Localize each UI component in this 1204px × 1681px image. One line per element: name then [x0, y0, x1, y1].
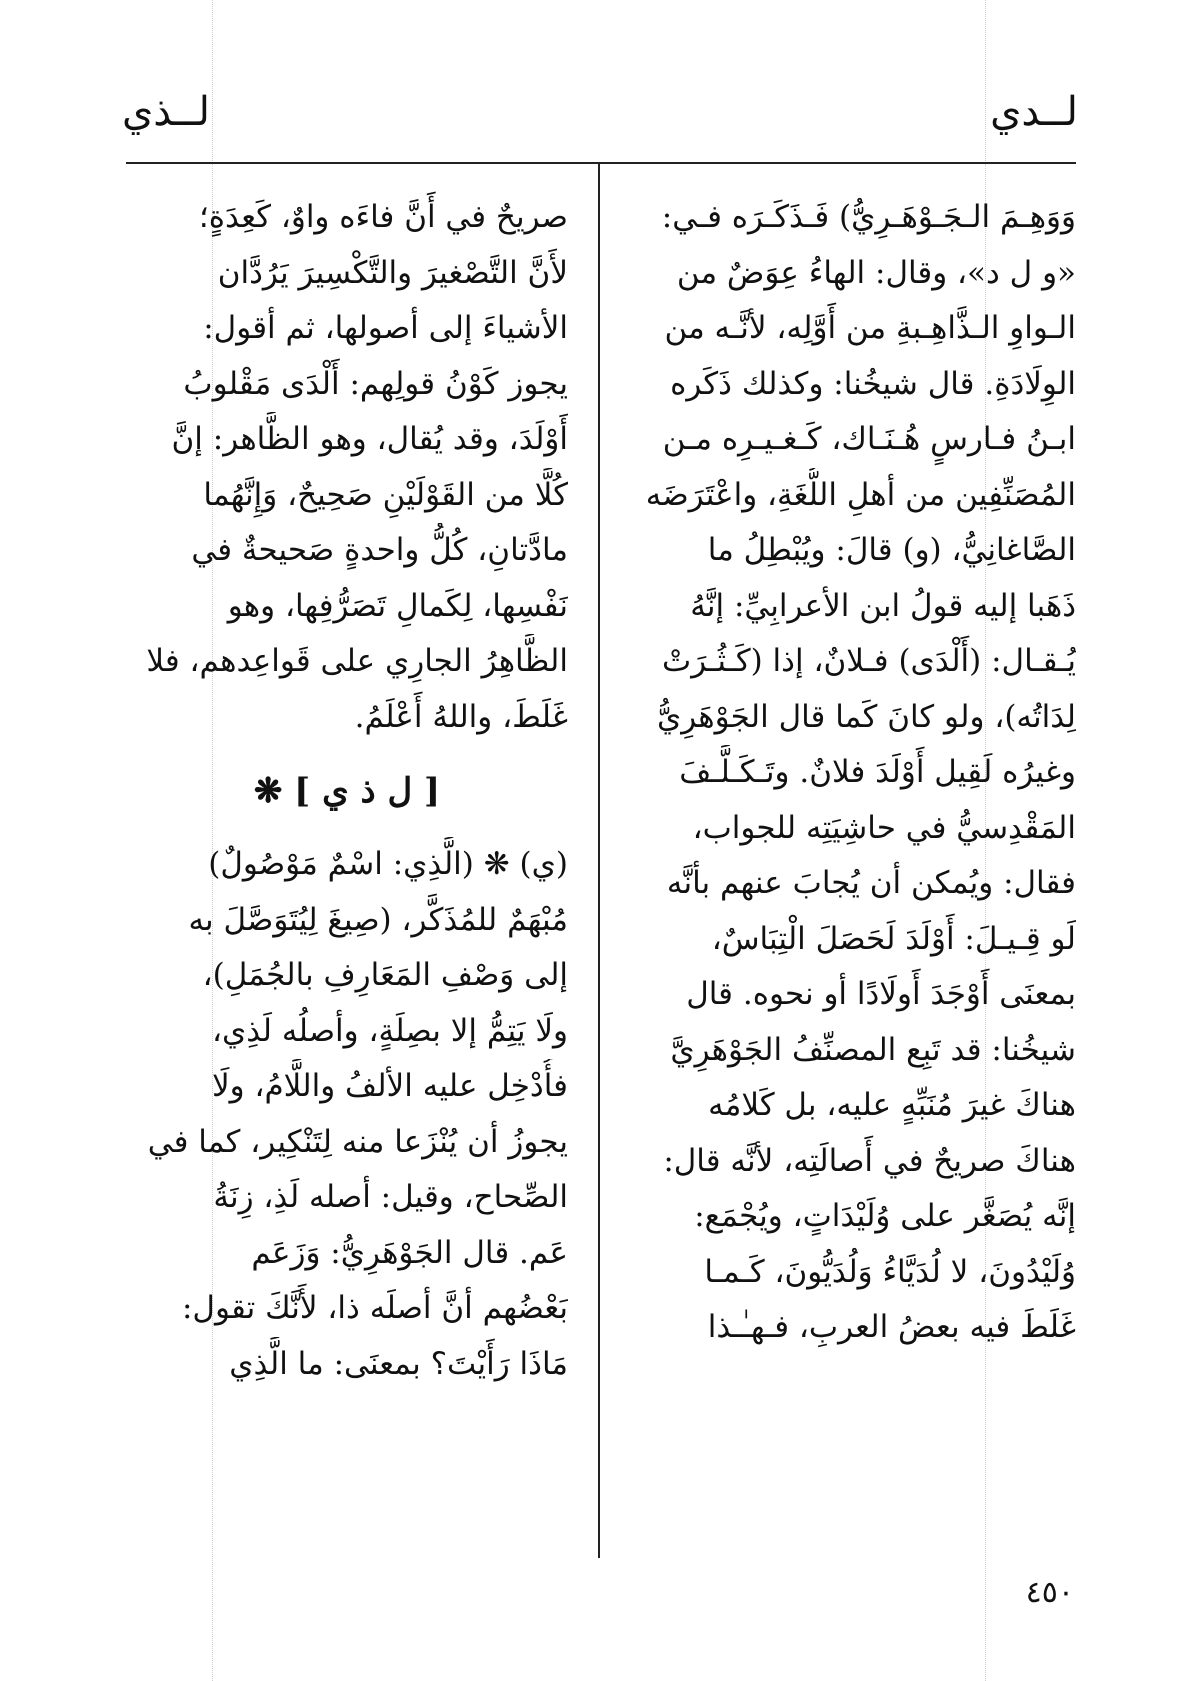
text-line: يجوزُ أن يُنْزَعا منه لِتَنْكِير، كما في: [147, 1123, 568, 1160]
running-head-right: لــدي: [990, 89, 1078, 135]
text-line: مادَّتانِ، كُلُّ واحدةٍ صَحيحةٌ في: [191, 532, 568, 568]
text-line: إلى وَصْفِ المَعَارِفِ بالجُمَلِ)،: [202, 957, 568, 993]
text-line: لَو قِـيـلَ: أَوْلَدَ لَحَصَلَ الْتِبَاسٌ،: [711, 920, 1076, 957]
text-line: فقال: ويُمكن أن يُجابَ عنهم بأنَّه: [666, 865, 1076, 901]
text-line: فأُدْخِل عليه الألفُ واللَّامُ، ولَا: [211, 1068, 568, 1104]
text-line: يجوز كَوْنُ قولِهم: أَلْدَى مَقْلوبُ: [183, 365, 568, 402]
text-line: المَقْدِسيُّ في حاشِيَتِه للجواب،: [692, 809, 1076, 846]
text-line: الظَّاهِرُ الجارِي على قَواعِدهم، فلا: [146, 643, 568, 679]
text-line: (ي) ❋ (الَّذِي: اسْمٌ مَوْصُولٌ): [208, 846, 568, 882]
text-line: الوِلَادَةِ. قال شيخُنا: وكذلك ذَكَره: [670, 365, 1076, 402]
header-rule: [126, 162, 1076, 164]
text-line: ذَهَبا إليه قولُ ابن الأعرابِيِّ: إنَّهُ: [690, 587, 1076, 624]
text-line: ابـنُ فـارسٍ هُـنَـاك، كَـغـيـرِه مـن: [662, 421, 1076, 457]
text-line: صريحٌ في أَنَّ فاءَه واوٌ، كَعِدَةٍ؛: [198, 199, 568, 235]
page-number: ٤٥٠: [1025, 1575, 1074, 1610]
text-line: شيخُنا: قد تَبِع المصنِّفُ الجَوْهَرِيَّ: [670, 1031, 1076, 1068]
text-line: الصَّاغانِيُّ، (و) قالَ: ويُبْطِلُ ما: [707, 532, 1076, 568]
text-line: مَاذَا رَأَيْتَ؟ بمعنَى: ما الَّذِي: [229, 1345, 568, 1382]
text-line: الصِّحاح، وقيل: أصله لَذِ، زِنَةُ: [213, 1179, 568, 1215]
text-line: غَلَطَ فيه بعضُ العربِ، فـهـٰـذا: [707, 1309, 1076, 1345]
column-divider: [598, 163, 600, 1558]
text-line: غَلَطَ، واللهُ أَعْلَمُ.: [354, 698, 568, 735]
text-line: هناكَ صريحٌ في أَصالَتِه، لأنَّه قال:: [663, 1142, 1076, 1179]
text-line: وُلَيْدُونَ، لا لُدَيَّاءُ وَلُدَيُّونَ، كَـمـا: [704, 1253, 1076, 1290]
text-line: عَم. قال الجَوْهَرِيُّ: وَزَعَم: [251, 1234, 568, 1271]
text-line: هناكَ غيرَ مُنَبِّهٍ عليه، بل كَلامُه: [708, 1087, 1076, 1123]
text-line: إنَّه يُصَغَّر على وُلَيْدَاتٍ، ويُجْمَع:: [694, 1198, 1076, 1234]
left-column: [126, 190, 568, 1392]
entry-heading: [ ل ذ ي ] ❋: [253, 771, 441, 811]
text-line: وَوَهِـمَ الـجَـوْهَـرِيُّ) فَـذَكَـرَه فـي:: [661, 199, 1076, 235]
text-line: يُـقـال: (أَلْدَى) فـلانٌ، إذا (كَـثُـرَتْ: [662, 643, 1076, 679]
text-line: أَوْلَدَ، وقد يُقال، وهو الظَّاهر: إنَّ: [171, 421, 568, 457]
text-line: بمعنَى أَوْجَدَ أَولَادًا أو نحوه. قال: [686, 976, 1076, 1012]
running-head-left: لــذي: [122, 89, 210, 135]
right-column: [640, 190, 1076, 1356]
text-line: وغيرُه لَقِيل أَوْلَدَ فلانٌ. وتَـكَـلَّـفَ: [679, 754, 1076, 790]
text-line: بَعْضُهم أنَّ أصلَه ذا، لأَنَّكَ تقول:: [181, 1290, 568, 1326]
text-line: لِدَاتُه)، ولو كانَ كَما قال الجَوْهَرِيُّ: [656, 698, 1076, 735]
text-line: لأَنَّ التَّصْغيرَ والتَّكْسِيرَ يَرُدَّان: [217, 254, 568, 291]
text-line: المُصَنِّفِين من أهلِ اللُّغَةِ، واعْتَرَضَه: [645, 476, 1076, 513]
text-line: الأشياءَ إلى أصولها، ثم أقول:: [203, 310, 568, 346]
text-line: الـواوِ الـذَّاهِـبةِ من أَوَّلِه، لأنَّـه من: [664, 310, 1076, 346]
text-line: نَفْسِها، لِكَمالِ تَصَرُّفِها، وهو: [227, 587, 568, 624]
text-line: مُبْهَمٌ للمُذَكَّر، (صِيغَ لِيُتَوَصَّلَ به: [188, 901, 568, 938]
text-line: «و ل د»، وقال: الهاءُ عِوَضٌ من: [676, 254, 1076, 291]
text-line: ولَا يَتِمُّ إلا بصِلَةٍ، وأصلُه لَذِي،: [211, 1012, 568, 1049]
text-line: كُلًّا من القَوْلَيْنِ صَحِيحٌ، وَإِنَّهُما: [203, 476, 568, 513]
